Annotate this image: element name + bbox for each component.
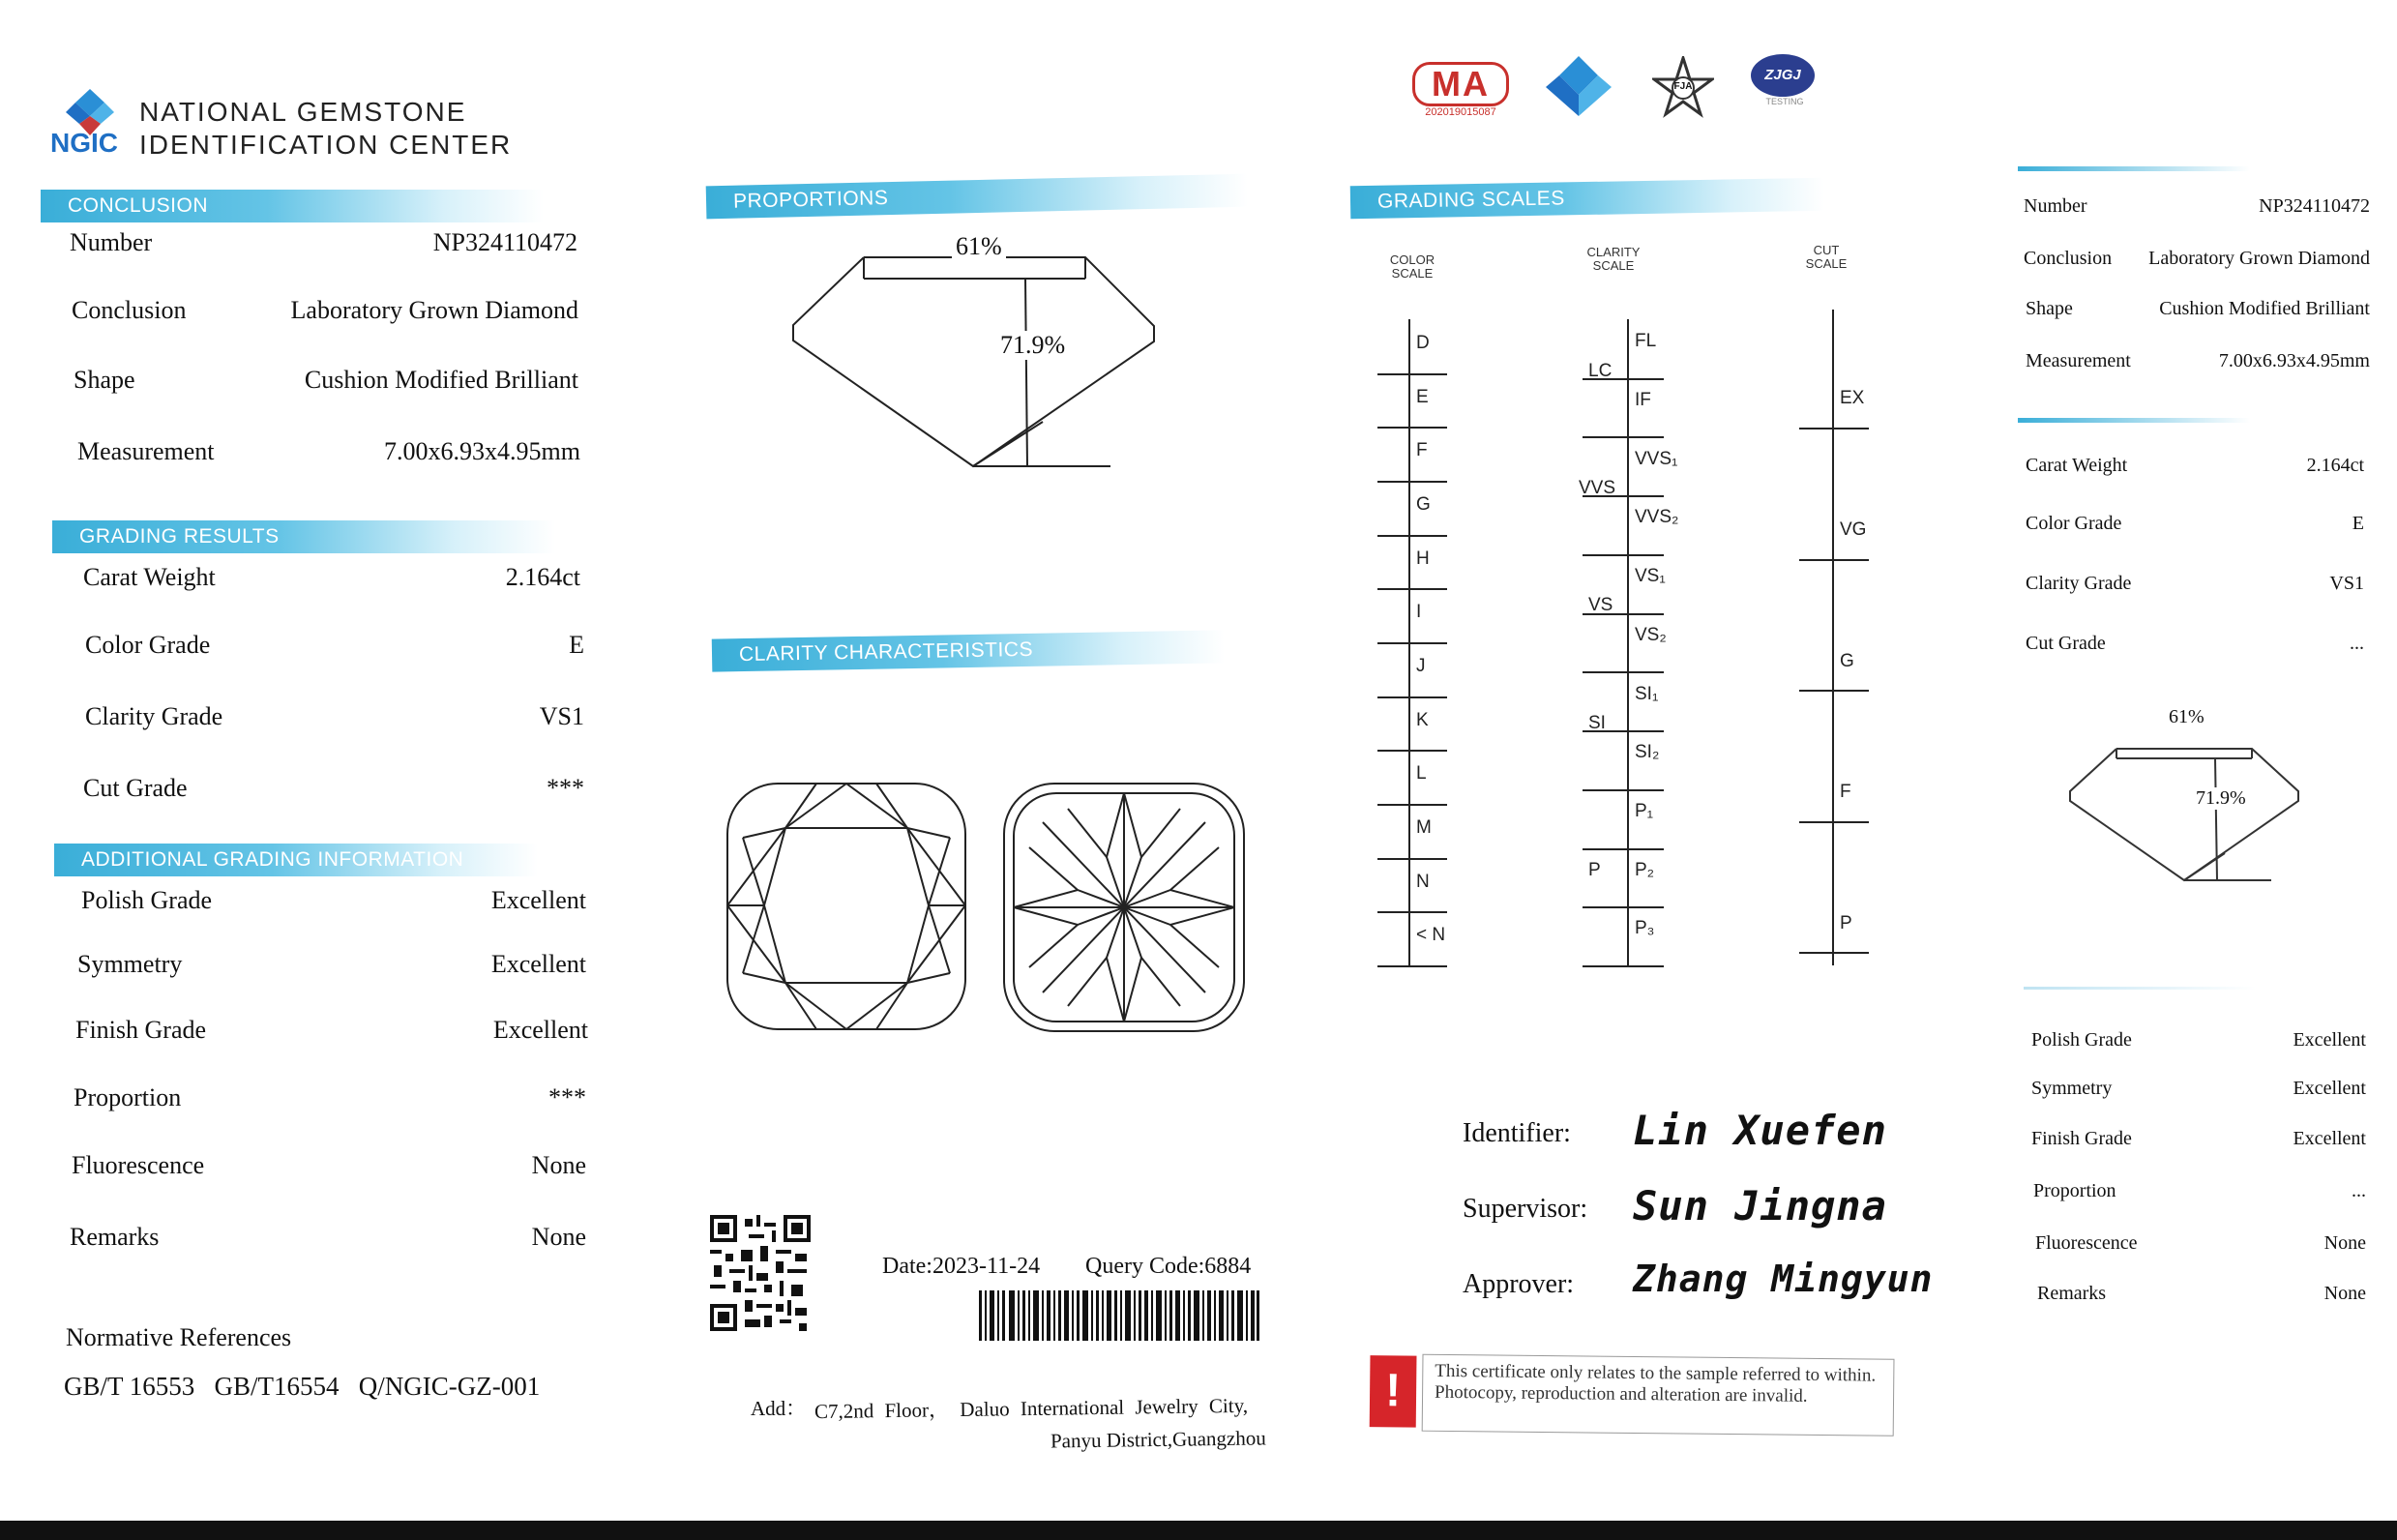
warning-icon: ! [1370,1355,1417,1427]
address-line2: Panyu District,Guangzhou [1050,1426,1266,1453]
color-grade-label: M [1416,817,1432,838]
additional-row-fluorescence: Fluorescence None [72,1151,586,1179]
zjgj-logo-text: ZJGJ [1751,54,1815,97]
normative-title: Normative References [66,1323,292,1351]
ma-logo-number: 202019015087 [1425,106,1496,118]
cut-grade-label: P [1840,913,1852,933]
color-grade-label: I [1416,602,1422,622]
color-grade-label: J [1416,656,1426,676]
cut-grade-label: VG [1840,519,1867,540]
org-name-line1: NATIONAL GEMSTONE [139,97,467,127]
color-grade-label: K [1416,710,1429,730]
summary-row-number: Number NP324110472 [2024,195,2370,217]
fja-logo [1652,56,1714,118]
clarity-grade-label: FL [1635,331,1657,351]
summary-row-finish: Finish Grade Excellent [2031,1128,2366,1149]
supervisor-signature: Sun Jingna [1633,1182,1887,1229]
scale-tick [1377,373,1447,375]
scale-tick [1799,559,1869,561]
zjgj-logo [1751,54,1819,106]
color-grade-label: G [1416,494,1431,515]
approver-signature: Zhang Mingyun [1633,1258,1934,1300]
clarity-scale-label: CLARITY SCALE [1586,245,1641,273]
approver-label: Approver: [1463,1269,1575,1299]
color-grade-label: H [1416,548,1430,569]
conclusion-row-shape: Shape Cushion Modified Brilliant [74,366,578,394]
conclusion-row-measurement: Measurement 7.00x6.93x4.95mm [77,437,580,465]
summary-depth-percentage: 71.9% [2196,787,2246,809]
cut-grade-label: F [1840,782,1851,802]
cut-scale-label: CUT SCALE [1805,243,1848,271]
additional-row-polish: Polish Grade Excellent [81,886,586,914]
address-line1: C7,2nd Floor， Daluo International Jewelry City, [814,1393,1249,1424]
scale-tick [1583,906,1664,908]
identifier-label: Identifier: [1463,1118,1571,1148]
scale-tick [1377,427,1447,429]
clarity-grade-label: VVS₁ [1635,449,1678,469]
clarity-group-label: SI [1588,713,1606,733]
clarity-group-label: LC [1588,361,1613,381]
summary-table-percentage: 61% [2169,706,2205,727]
cut-scale [1790,310,1877,967]
grading-row-color: Color Grade E [85,631,584,659]
color-scale-label: COLOR SCALE [1389,252,1435,281]
summary-row-measurement: Measurement 7.00x6.93x4.95mm [2026,350,2370,371]
ngic-logo [50,85,130,163]
zjgj-logo-caption: TESTING [1765,97,1804,106]
table-percentage: 61% [952,232,1006,261]
clarity-group-label: VVS [1579,478,1616,498]
fja-logo-text: FJA [1673,81,1693,92]
supervisor-label: Supervisor: [1463,1194,1588,1224]
additional-row-finish: Finish Grade Excellent [75,1016,588,1044]
scale-tick [1377,804,1447,806]
scale-tick [1377,911,1447,913]
clarity-grade-label: P₁ [1635,801,1654,821]
disclaimer-text: This certificate only relates to the sample referred to within. Photocopy, reproduction and alteration are invalid. [1422,1354,1895,1436]
cut-grade-label: EX [1840,388,1865,408]
scale-tick [1583,671,1664,673]
clarity-grade-label: P₂ [1635,860,1655,880]
query-code: Query Code:6884 [1085,1254,1252,1279]
conclusion-row-number: Number NP324110472 [70,228,577,256]
normative-refs: GB/T 16553 GB/T16554 Q/NGIC-GZ-001 [64,1372,541,1401]
clarity-scale [1567,319,1679,967]
proportions-band: PROPORTIONS [706,174,1249,220]
scale-tick [1583,436,1664,438]
scale-axis-line [1832,310,1834,965]
summary-accent-line-2 [2018,418,2250,423]
conclusion-band: CONCLUSION [41,190,544,222]
clarity-grade-label: VS₁ [1635,566,1666,586]
summary-row-fluorescence: Fluorescence None [2035,1232,2366,1254]
additional-row-proportion: Proportion *** [74,1083,586,1111]
scale-tick [1377,965,1447,967]
color-grade-label: < N [1416,925,1446,945]
org-name-line2: IDENTIFICATION CENTER [139,130,513,160]
summary-row-carat: Carat Weight 2.164ct [2026,455,2364,476]
depth-percentage: 71.9% [996,331,1069,360]
proportion-diagram [774,222,1161,484]
color-scale [1374,319,1480,967]
summary-row-color: Color Grade E [2026,513,2364,534]
ngic-emblem-icon [1542,54,1615,118]
summary-row-remarks: Remarks None [2037,1283,2366,1304]
additional-row-remarks: Remarks None [70,1223,586,1251]
color-grade-label: N [1416,872,1430,892]
scale-tick [1799,690,1869,692]
scale-tick [1377,535,1447,537]
clarity-group-label: P [1588,860,1601,880]
scale-tick [1377,858,1447,860]
color-grade-label: E [1416,387,1429,407]
scale-tick [1377,642,1447,644]
clarity-grade-label: VVS₂ [1635,507,1679,527]
accreditation-logos [1412,48,1819,135]
summary-row-proportion: Proportion ... [2033,1180,2366,1201]
summary-row-shape: Shape Cushion Modified Brilliant [2026,298,2370,319]
scale-tick [1377,750,1447,752]
grading-row-clarity: Clarity Grade VS1 [85,702,584,730]
identifier-signature: Lin Xuefen [1633,1107,1887,1154]
scale-tick [1377,588,1447,590]
scale-tick [1799,821,1869,823]
scale-tick [1377,481,1447,483]
crown-view-plot [724,780,969,1033]
ngic-logo-text: NGIC [50,128,118,158]
summary-proportion-diagram [2066,727,2304,892]
scale-tick [1583,848,1664,850]
scale-tick [1583,965,1664,967]
scale-tick [1799,952,1869,954]
scale-tick [1377,696,1447,698]
clarity-grade-label: SI₂ [1635,742,1660,762]
ma-logo-text: MA [1412,62,1509,106]
clarity-grade-label: SI₁ [1635,684,1659,704]
clarity-band: CLARITY CHARACTERISTICS [712,630,1226,671]
grading-scales-band: GRADING SCALES [1350,178,1825,220]
clarity-grade-label: IF [1635,390,1651,410]
summary-row-clarity: Clarity Grade VS1 [2026,573,2364,594]
summary-row-symmetry: Symmetry Excellent [2031,1078,2366,1099]
disclaimer-box [1370,1353,1903,1452]
clarity-group-label: VS [1588,595,1613,615]
grading-results-band: GRADING RESULTS [52,520,555,553]
color-grade-label: L [1416,763,1427,784]
page-bottom-edge [0,1521,2397,1540]
conclusion-row-conclusion: Conclusion Laboratory Grown Diamond [72,296,578,324]
scale-axis-line [1627,319,1629,965]
summary-accent-line-1 [2018,166,2250,171]
summary-row-polish: Polish Grade Excellent [2031,1029,2366,1051]
grading-row-cut: Cut Grade *** [83,774,584,802]
color-grade-label: F [1416,440,1428,460]
summary-row-cut: Cut Grade ... [2026,633,2364,654]
issue-date: Date:2023-11-24 [882,1254,1041,1279]
summary-row-conclusion: Conclusion Laboratory Grown Diamond [2024,248,2370,269]
additional-row-symmetry: Symmetry Excellent [77,950,586,978]
cut-grade-label: G [1840,651,1854,671]
scale-tick [1583,554,1664,556]
clarity-grade-label: VS₂ [1635,625,1667,645]
color-grade-label: D [1416,333,1430,353]
ma-logo [1412,62,1509,118]
barcode [979,1290,1259,1341]
scale-tick [1799,428,1869,429]
clarity-grade-label: P₃ [1635,918,1655,938]
summary-accent-line-3 [2024,987,2256,990]
additional-band: ADDITIONAL GRADING INFORMATION [54,844,538,876]
scale-tick [1583,789,1664,791]
address-label: Add： [751,1397,807,1420]
qr-code [710,1215,811,1331]
grading-row-carat: Carat Weight 2.164ct [83,563,580,591]
pavilion-view-plot [1000,780,1248,1035]
